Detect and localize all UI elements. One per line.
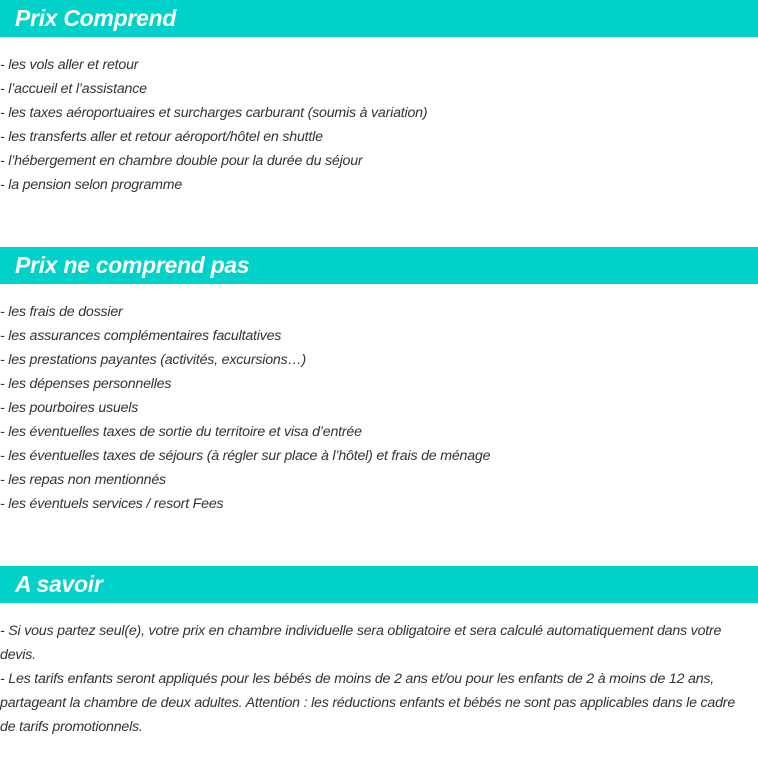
- list-item: - l’hébergement en chambre double pour la durée du séjour: [0, 153, 363, 169]
- note-paragraph: - Les tarifs enfants seront appliqués pour les bébés de moins de 2 ans et/ou pour les enfants de 2 à moins de 12 ans, partageant la chambre de deux adultes. Attention : les réductions enfants et bébés ne sont pas applicables dans le cadre de tarifs promotionnels.: [0, 671, 736, 735]
- list-item: - les dépenses personnelles: [0, 376, 172, 392]
- notes-block: [0, 619, 758, 739]
- list-item: - l’accueil et l’assistance: [0, 81, 147, 97]
- list-item: - les prestations payantes (activités, excursions…): [0, 352, 306, 368]
- list-item: - les repas non mentionnés: [0, 472, 166, 488]
- list-item: - les éventuelles taxes de séjours (à régler sur place à l’hôtel) et frais de ménage: [0, 448, 491, 464]
- list-item: - la pension selon programme: [0, 177, 183, 193]
- excluded-list: [0, 300, 490, 516]
- list-item: - les éventuels services / resort Fees: [0, 496, 224, 512]
- list-item: - les assurances complémentaires facultatives: [0, 328, 282, 344]
- list-item: - les taxes aéroportuaires et surcharges carburant (soumis à variation): [0, 105, 428, 121]
- list-item: - les éventuelles taxes de sortie du territoire et visa d’entrée: [0, 424, 362, 440]
- note-paragraph: - Si vous partez seul(e), votre prix en chambre individuelle sera obligatoire et sera calculé automatiquement dans votre devis.: [0, 623, 722, 663]
- section-title-prix-comprend: Prix Comprend: [0, 0, 758, 37]
- section-title-a-savoir: A savoir: [0, 566, 758, 603]
- section-title-prix-ne-comprend-pas: Prix ne comprend pas: [0, 247, 758, 284]
- list-item: - les vols aller et retour: [0, 57, 139, 73]
- list-item: - les frais de dossier: [0, 304, 123, 320]
- included-list: [0, 53, 427, 197]
- list-item: - les transferts aller et retour aéroport/hôtel en shuttle: [0, 129, 323, 145]
- list-item: - les pourboires usuels: [0, 400, 139, 416]
